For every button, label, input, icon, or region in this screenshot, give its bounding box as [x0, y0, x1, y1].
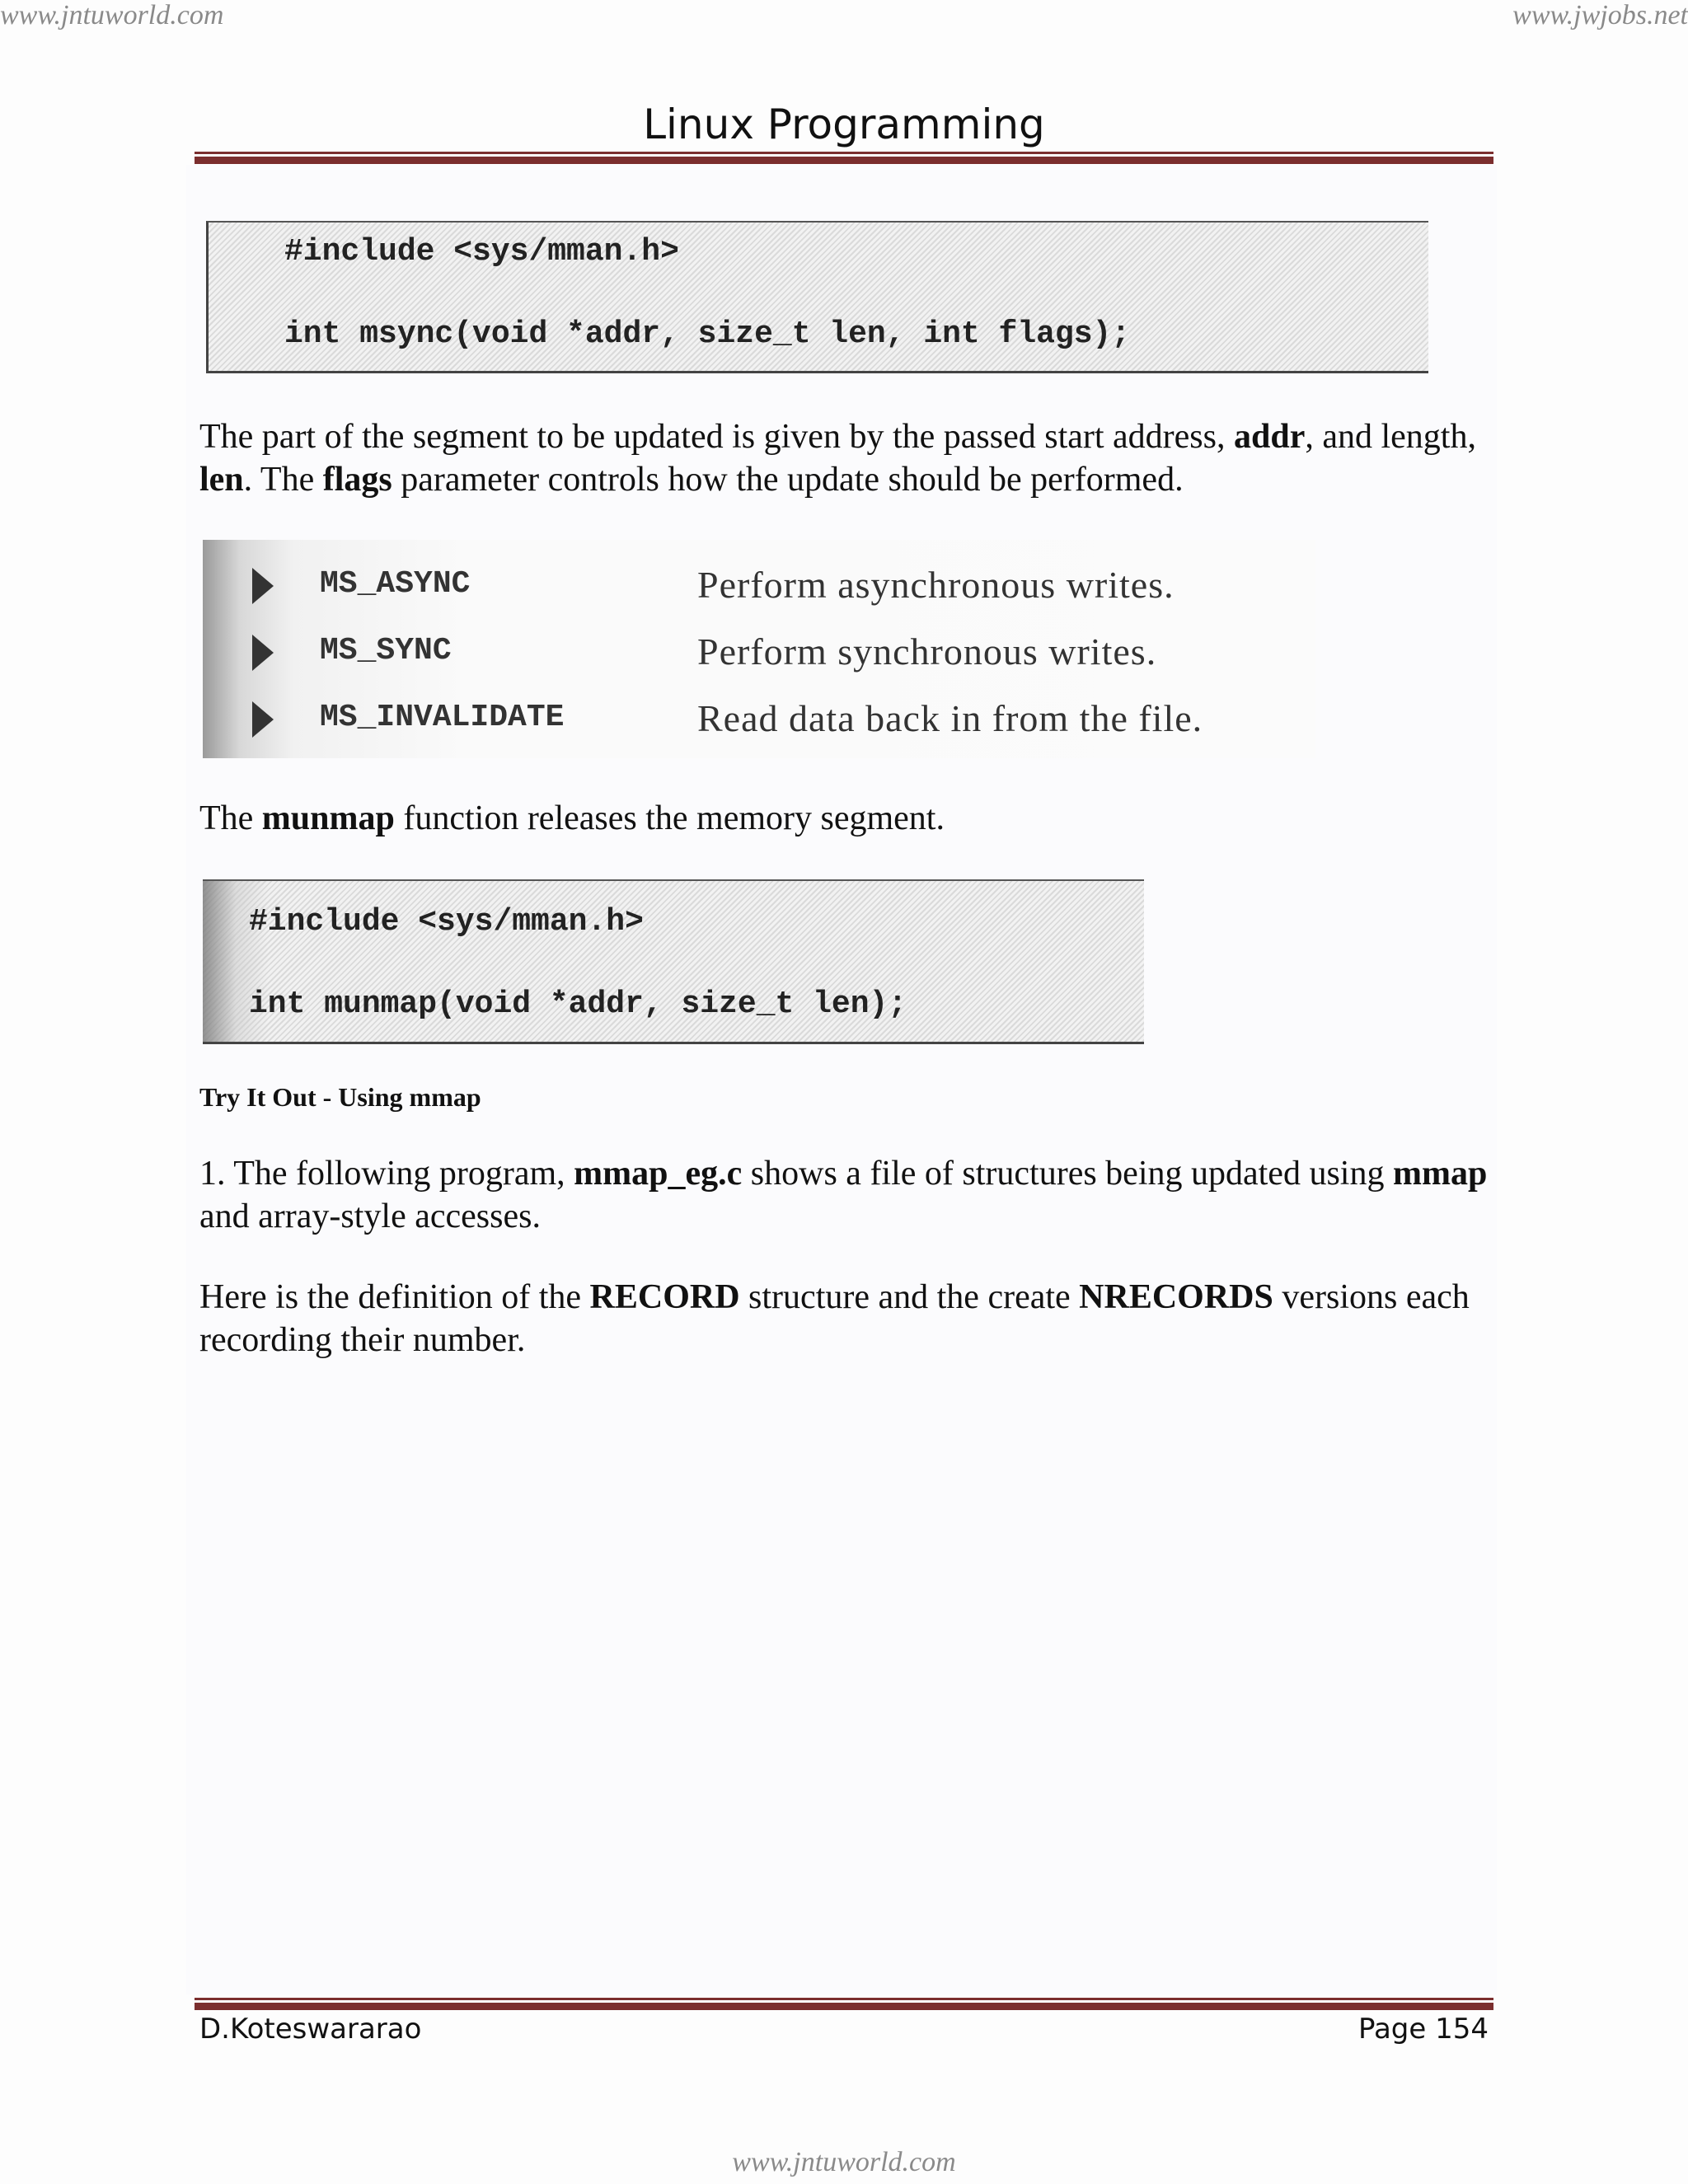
msync-code-block [206, 221, 1428, 373]
paragraph-munmap-description [199, 797, 1502, 840]
arrow-right-icon [252, 635, 274, 671]
msync-flags-table [203, 540, 1315, 758]
watermark-bottom: www.jntuworld.com [732, 2147, 956, 2177]
code-line: int munmap(void *addr, size_t len); [249, 987, 907, 1022]
munmap-code-block [203, 879, 1144, 1044]
footer-rule [195, 1998, 1493, 2010]
text-run: structure and the create [739, 1278, 1080, 1316]
flag-row [203, 625, 1315, 682]
text-run: Here is the definition of the [199, 1278, 590, 1316]
text-run: The part of the segment to be updated is given by the passed start address, [199, 418, 1234, 456]
section-heading: Try It Out - Using mmap [199, 1082, 481, 1112]
footer-page-number: Page 154 [1357, 2013, 1489, 2046]
footer-author: D.Koteswararao [199, 2013, 422, 2046]
paragraph-record-definition [199, 1276, 1502, 1361]
watermark-top-right: www.jwjobs.net [1512, 0, 1688, 30]
bold-term-len: len [199, 461, 244, 499]
bold-term-nrecords: NRECORDS [1079, 1278, 1273, 1316]
flag-row [203, 558, 1315, 616]
header-rule [195, 152, 1493, 164]
paragraph-step-1 [199, 1152, 1502, 1238]
flag-description: Perform synchronous writes. [697, 630, 1157, 673]
text-run: parameter controls how the update should be performed. [392, 461, 1184, 499]
text-run: The [199, 799, 262, 837]
text-run: . The [243, 461, 323, 499]
bold-term-munmap: munmap [261, 799, 395, 837]
text-run: 1. The following program, [199, 1155, 574, 1193]
flag-name: MS_ASYNC [320, 566, 471, 602]
arrow-right-icon [252, 701, 274, 738]
code-line: #include <sys/mman.h> [284, 234, 679, 269]
watermark-top-left: www.jntuworld.com [0, 0, 224, 30]
text-run: function releases the memory segment. [394, 799, 945, 837]
bold-term-flags: flags [322, 461, 392, 499]
bold-term-record: RECORD [589, 1278, 740, 1316]
text-run: versions each recording their number. [199, 1278, 1470, 1359]
page-header-title: Linux Programming [643, 101, 1045, 148]
flag-row [203, 691, 1315, 749]
bold-term-mmap: mmap [1392, 1155, 1488, 1193]
arrow-right-icon [252, 568, 274, 604]
text-run: shows a file of structures being updated using [742, 1155, 1393, 1193]
code-line: int msync(void *addr, size_t len, int flags); [284, 316, 1131, 352]
bold-term-addr: addr [1234, 418, 1306, 456]
text-run: , and length, [1305, 418, 1476, 456]
bold-term-filename: mmap_eg.c [574, 1155, 743, 1193]
flag-name: MS_INVALIDATE [320, 700, 565, 735]
paragraph-msync-description [199, 415, 1502, 501]
flag-name: MS_SYNC [320, 633, 452, 668]
flag-description: Perform asynchronous writes. [697, 564, 1175, 606]
flag-description: Read data back in from the file. [697, 697, 1203, 739]
text-run: and array-style accesses. [199, 1197, 541, 1235]
code-line: #include <sys/mman.h> [249, 904, 644, 940]
